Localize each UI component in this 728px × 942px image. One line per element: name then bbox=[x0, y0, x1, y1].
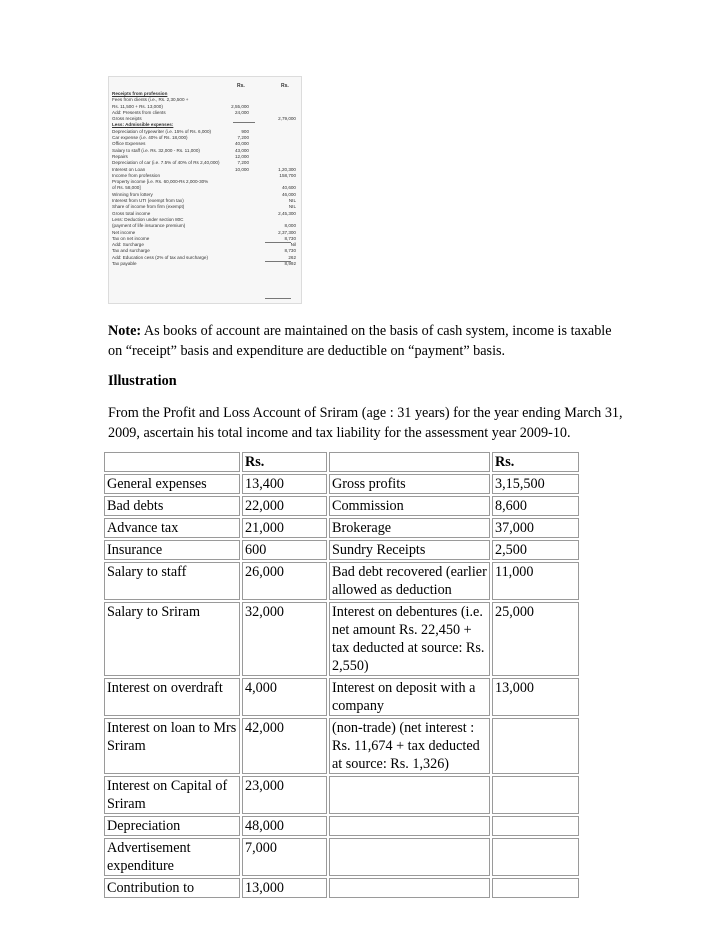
scan-row-col1: 12,000 bbox=[234, 153, 249, 159]
expense-amount: 48,000 bbox=[242, 816, 327, 836]
scan-row-col1: 900 bbox=[241, 128, 249, 134]
scan-row-col1: 10,000 bbox=[234, 166, 249, 172]
scan-row-col1: 2,55,000 bbox=[231, 103, 249, 109]
income-item bbox=[329, 816, 490, 836]
expense-amount: 42,000 bbox=[242, 718, 327, 774]
expense-amount: 13,000 bbox=[242, 878, 327, 898]
column-header: Rs. bbox=[492, 452, 579, 472]
expense-amount: 23,000 bbox=[242, 776, 327, 814]
scan-underline bbox=[265, 298, 291, 299]
scan-row-label: Property income [i.e. Rs. 60,000-Rs 2,000-30% bbox=[112, 179, 209, 185]
table-row bbox=[104, 602, 579, 676]
scan-row-label: (payment of life insurance premium) bbox=[112, 223, 186, 229]
income-amount bbox=[492, 776, 579, 814]
table-header-row bbox=[104, 452, 579, 472]
expense-amount: 600 bbox=[242, 540, 327, 560]
scan-row-label: Depreciation of car (i.e. 7.5% of 40% of Rs 2,40,000) bbox=[112, 160, 220, 166]
income-amount: 8,600 bbox=[492, 496, 579, 516]
illustration-heading: Illustration bbox=[108, 373, 177, 389]
scan-row-label: Car expense (i.e. 40% of Rs. 18,000) bbox=[112, 135, 188, 141]
income-item bbox=[329, 838, 490, 876]
scan-underline bbox=[265, 261, 291, 262]
income-amount: 3,15,500 bbox=[492, 474, 579, 494]
scan-row-col2: 2,45,300 bbox=[278, 210, 296, 216]
scan-row-label: Add: Surcharge bbox=[112, 242, 144, 248]
expense-item: Contribution to bbox=[104, 878, 240, 898]
scanned-computation-image bbox=[108, 76, 302, 304]
scan-row-col2: 2,79,000 bbox=[278, 116, 296, 122]
table-row bbox=[104, 838, 579, 876]
expense-item: Interest on Capital of Sriram bbox=[104, 776, 240, 814]
scan-row-col2: 8,730 bbox=[284, 235, 296, 241]
table-row bbox=[104, 474, 579, 494]
scan-row-col1: 7,200 bbox=[237, 160, 249, 166]
column-header bbox=[104, 452, 240, 472]
scan-underline bbox=[233, 122, 255, 123]
income-amount: 37,000 bbox=[492, 518, 579, 538]
table-row bbox=[104, 540, 579, 560]
expense-amount: 22,000 bbox=[242, 496, 327, 516]
expense-item: General expenses bbox=[104, 474, 240, 494]
scan-row-label: Winning from lottery bbox=[112, 191, 153, 197]
income-item: Commission bbox=[329, 496, 490, 516]
expense-item: Bad debts bbox=[104, 496, 240, 516]
scan-row-label: Interest from UTI (exempt from tax) bbox=[112, 198, 184, 204]
income-amount: 2,500 bbox=[492, 540, 579, 560]
column-header bbox=[329, 452, 490, 472]
note-text: As books of account are maintained on the basis of cash system, income is taxable on “receipt” basis and expenditure are deductible on “payment” basis. bbox=[108, 323, 612, 359]
scan-row-label: Interest on Loan bbox=[112, 166, 146, 172]
scan-row-label: Repairs bbox=[112, 153, 128, 159]
income-item bbox=[329, 878, 490, 898]
income-amount bbox=[492, 718, 579, 774]
scan-row-col1: 43,000 bbox=[234, 147, 249, 153]
expense-amount: 32,000 bbox=[242, 602, 327, 676]
scan-row-col1: 24,000 bbox=[234, 109, 249, 115]
table-row bbox=[104, 718, 579, 774]
scan-row-label: Gross total income bbox=[112, 210, 151, 216]
income-item bbox=[329, 776, 490, 814]
scan-row-col2: 8,992 bbox=[284, 261, 296, 267]
income-item: Sundry Receipts bbox=[329, 540, 490, 560]
scan-row-label: Fees from clients (i.e., Rs. 2,30,500 + bbox=[112, 97, 189, 103]
expense-item: Advance tax bbox=[104, 518, 240, 538]
expense-amount: 7,000 bbox=[242, 838, 327, 876]
scan-row-col1: 7,200 bbox=[237, 135, 249, 141]
scan-row-label: Less: Admissible expenses: bbox=[112, 122, 174, 128]
table-row bbox=[104, 816, 579, 836]
income-item: Interest on debentures (i.e. net amount Rs. 22,450 + tax deducted at source: Rs. 2,550) bbox=[329, 602, 490, 676]
expense-item: Advertisement expenditure bbox=[104, 838, 240, 876]
income-amount bbox=[492, 878, 579, 898]
scan-row-col2: NIL bbox=[288, 204, 296, 210]
scan-row-label: Add: Education cess (2% of tax and surcharge) bbox=[112, 254, 209, 260]
scan-row-label: Receipts from profession bbox=[112, 91, 168, 96]
income-amount: 13,000 bbox=[492, 678, 579, 716]
expense-item: Interest on overdraft bbox=[104, 678, 240, 716]
scan-row-label: Rs. 11,500 + Rs. 13,000) bbox=[112, 103, 163, 109]
scan-row-label: Gross receipts bbox=[112, 116, 142, 122]
scan-row-label: Tax payable bbox=[112, 261, 137, 267]
scan-row-label: Share of income from firm (exempt) bbox=[112, 204, 185, 210]
scan-col-header-2: Rs. bbox=[281, 83, 289, 89]
table-row bbox=[104, 496, 579, 516]
column-header: Rs. bbox=[242, 452, 327, 472]
scan-underline bbox=[265, 242, 291, 243]
profit-loss-table bbox=[102, 450, 581, 900]
illustration-text: From the Profit and Loss Account of Sriram (age : 31 years) for the year ending March 31, 2009, ascertain his total income and tax liability for the assessment year 2009-10. bbox=[108, 405, 623, 441]
scan-row-col2: Nil bbox=[290, 242, 296, 248]
expense-amount: 4,000 bbox=[242, 678, 327, 716]
expense-item: Salary to Sriram bbox=[104, 602, 240, 676]
expense-item: Depreciation bbox=[104, 816, 240, 836]
scan-row-col2: 158,700 bbox=[279, 172, 296, 178]
scan-row-label: Tax and surcharge bbox=[112, 248, 150, 254]
expense-amount: 26,000 bbox=[242, 562, 327, 600]
table-row bbox=[104, 678, 579, 716]
scan-row-col2: 262 bbox=[288, 254, 296, 260]
income-item: Gross profits bbox=[329, 474, 490, 494]
table-row bbox=[104, 776, 579, 814]
note-label: Note: bbox=[108, 323, 142, 339]
scan-row-col2: 8,730 bbox=[284, 248, 296, 254]
scan-row-label: Office Expenses bbox=[112, 141, 146, 147]
scan-row-col2: NIL bbox=[288, 198, 296, 204]
scan-row-col2: 8,000 bbox=[284, 223, 296, 229]
scan-row-label: Tax on net income bbox=[112, 235, 150, 241]
scan-row-col2: 46,000 bbox=[281, 191, 296, 197]
scan-row-col1: 40,000 bbox=[234, 141, 249, 147]
expense-item: Insurance bbox=[104, 540, 240, 560]
income-amount bbox=[492, 838, 579, 876]
table-row bbox=[104, 562, 579, 600]
table-row bbox=[104, 518, 579, 538]
table-row bbox=[104, 878, 579, 898]
income-item: (non-trade) (net interest : Rs. 11,674 + tax deducted at source: Rs. 1,326) bbox=[329, 718, 490, 774]
scan-row-label: of Rs. 58,000] bbox=[112, 185, 141, 191]
scan-col-header-1: Rs. bbox=[237, 83, 245, 89]
expense-item: Interest on loan to Mrs Sriram bbox=[104, 718, 240, 774]
scan-row-label: Income from profession bbox=[112, 172, 160, 178]
scan-row-label: Depreciation of typewriter (i.e. 15% of Rs. 6,000) bbox=[112, 128, 212, 134]
expense-amount: 13,400 bbox=[242, 474, 327, 494]
income-item: Bad debt recovered (earlier allowed as deduction bbox=[329, 562, 490, 600]
income-item: Interest on deposit with a company bbox=[329, 678, 490, 716]
scan-row-label: Salary to staff (i.e. Rs. 32,000 - Rs. 11,000) bbox=[112, 147, 200, 153]
scan-row-label: Less: Deduction under section 80C bbox=[112, 216, 184, 222]
income-amount: 25,000 bbox=[492, 602, 579, 676]
scan-rows bbox=[112, 91, 298, 267]
income-item: Brokerage bbox=[329, 518, 490, 538]
note-paragraph bbox=[108, 321, 628, 361]
income-amount: 11,000 bbox=[492, 562, 579, 600]
scan-row-label: Add: Presents from clients bbox=[112, 109, 166, 115]
expense-amount: 21,000 bbox=[242, 518, 327, 538]
scan-row-col2: 1,20,300 bbox=[278, 166, 296, 172]
expense-item: Salary to staff bbox=[104, 562, 240, 600]
scan-row-label: Net income bbox=[112, 229, 136, 235]
income-amount bbox=[492, 816, 579, 836]
scan-row-col2: 40,600 bbox=[281, 185, 296, 191]
scan-row-col2: 2,37,300 bbox=[278, 229, 296, 235]
